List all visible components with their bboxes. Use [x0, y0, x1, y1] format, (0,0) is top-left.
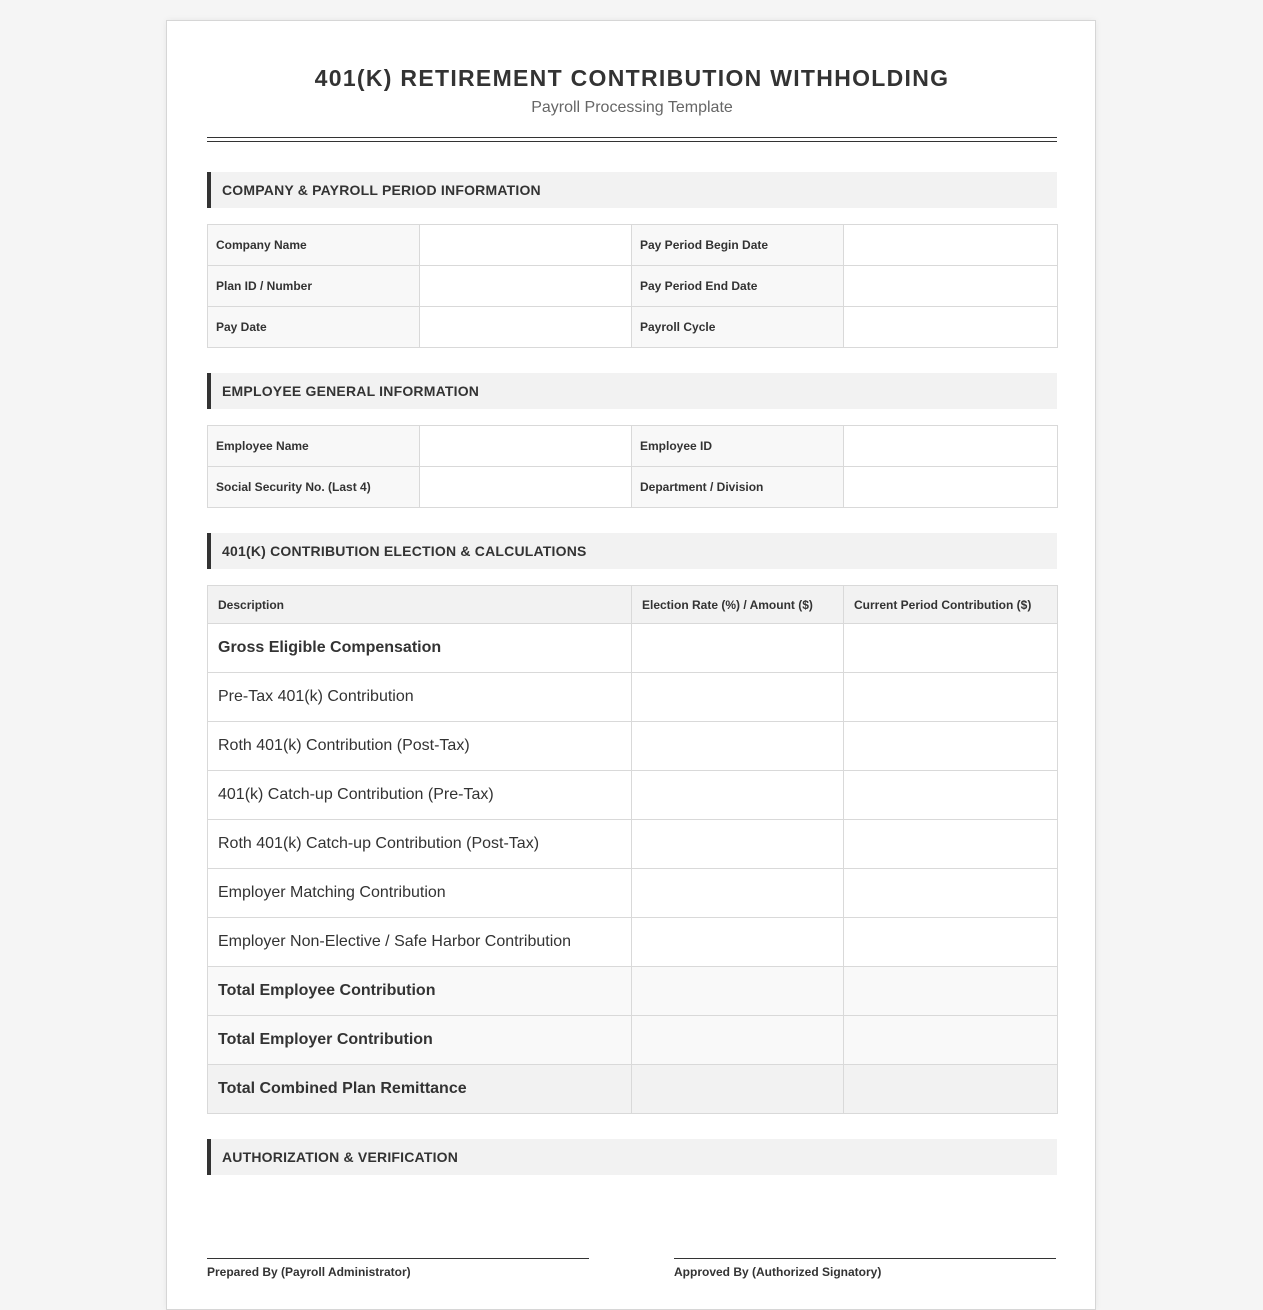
- table-row: [208, 820, 1058, 869]
- column-header-election-rate: Election Rate (%) / Amount ($): [632, 586, 844, 624]
- document-page: [166, 20, 1096, 1310]
- section-heading-employee: EMPLOYEE GENERAL INFORMATION: [207, 373, 1057, 409]
- row-description: 401(k) Catch-up Contribution (Pre-Tax): [208, 771, 632, 820]
- table-row: [208, 869, 1058, 918]
- table-row: [208, 918, 1058, 967]
- ssn-last4-field[interactable]: [420, 467, 632, 508]
- approved-by-signature: [674, 1258, 1056, 1279]
- signature-label: Prepared By (Payroll Administrator): [207, 1265, 411, 1279]
- election-rate-cell[interactable]: [632, 1016, 844, 1065]
- table-row: [208, 467, 1058, 508]
- election-rate-cell[interactable]: [632, 624, 844, 673]
- election-rate-cell[interactable]: [632, 918, 844, 967]
- section-heading-contributions: 401(K) CONTRIBUTION ELECTION & CALCULATIONS: [207, 533, 1057, 569]
- row-description: Total Employee Contribution: [208, 967, 632, 1016]
- field-label: Payroll Cycle: [632, 307, 844, 348]
- contribution-amount-cell[interactable]: [844, 771, 1058, 820]
- election-rate-cell[interactable]: [632, 673, 844, 722]
- document-title: 401(K) RETIREMENT CONTRIBUTION WITHHOLDING: [314, 65, 950, 91]
- signature-label: Approved By (Authorized Signatory): [674, 1265, 882, 1279]
- election-rate-cell[interactable]: [632, 771, 844, 820]
- row-description: Total Employer Contribution: [208, 1016, 632, 1065]
- table-row-total: [208, 967, 1058, 1016]
- title-divider: [207, 137, 1057, 142]
- prepared-by-signature: [207, 1258, 589, 1279]
- pay-period-begin-field[interactable]: [844, 225, 1058, 266]
- field-label: Social Security No. (Last 4): [208, 467, 420, 508]
- field-label: Plan ID / Number: [208, 266, 420, 307]
- field-label: Pay Period End Date: [632, 266, 844, 307]
- row-description: Roth 401(k) Catch-up Contribution (Post-Tax): [208, 820, 632, 869]
- employee-id-field[interactable]: [844, 426, 1058, 467]
- section-heading-authorization: AUTHORIZATION & VERIFICATION: [207, 1139, 1057, 1175]
- document-subtitle: Payroll Processing Template: [531, 99, 733, 116]
- field-label: Company Name: [208, 225, 420, 266]
- department-field[interactable]: [844, 467, 1058, 508]
- table-row-total: [208, 1016, 1058, 1065]
- field-label: Employee Name: [208, 426, 420, 467]
- contribution-amount-cell[interactable]: [844, 869, 1058, 918]
- table-header-row: [208, 586, 1058, 624]
- contribution-amount-cell[interactable]: [844, 673, 1058, 722]
- signature-line[interactable]: [674, 1258, 1056, 1259]
- row-description: Roth 401(k) Contribution (Post-Tax): [208, 722, 632, 771]
- employee-info-table: [207, 425, 1058, 508]
- field-label: Pay Period Begin Date: [632, 225, 844, 266]
- contribution-amount-cell[interactable]: [844, 624, 1058, 673]
- column-header-current-contribution: Current Period Contribution ($): [844, 586, 1058, 624]
- election-rate-cell[interactable]: [632, 820, 844, 869]
- row-description: Employer Matching Contribution: [208, 869, 632, 918]
- payroll-cycle-field[interactable]: [844, 307, 1058, 348]
- election-rate-cell[interactable]: [632, 967, 844, 1016]
- table-row: [208, 722, 1058, 771]
- pay-period-end-field[interactable]: [844, 266, 1058, 307]
- election-rate-cell[interactable]: [632, 869, 844, 918]
- contribution-amount-cell[interactable]: [844, 967, 1058, 1016]
- company-name-field[interactable]: [420, 225, 632, 266]
- section-heading-company: COMPANY & PAYROLL PERIOD INFORMATION: [207, 172, 1057, 208]
- table-row: [208, 426, 1058, 467]
- field-label: Employee ID: [632, 426, 844, 467]
- contribution-amount-cell[interactable]: [844, 1016, 1058, 1065]
- employee-name-field[interactable]: [420, 426, 632, 467]
- field-label: Department / Division: [632, 467, 844, 508]
- election-rate-cell[interactable]: [632, 1065, 844, 1114]
- contribution-table: [207, 585, 1058, 1114]
- row-description: Employer Non-Elective / Safe Harbor Contribution: [208, 918, 632, 967]
- contribution-amount-cell[interactable]: [844, 722, 1058, 771]
- table-row: [208, 307, 1058, 348]
- contribution-amount-cell[interactable]: [844, 918, 1058, 967]
- pay-date-field[interactable]: [420, 307, 632, 348]
- column-header-description: Description: [208, 586, 632, 624]
- plan-id-field[interactable]: [420, 266, 632, 307]
- table-row-grand-total: [208, 1065, 1058, 1114]
- row-description: Pre-Tax 401(k) Contribution: [208, 673, 632, 722]
- table-row: [208, 266, 1058, 307]
- company-info-table: [207, 224, 1058, 348]
- table-row: [208, 771, 1058, 820]
- row-description: Gross Eligible Compensation: [208, 624, 632, 673]
- table-row: [208, 624, 1058, 673]
- field-label: Pay Date: [208, 307, 420, 348]
- table-row: [208, 673, 1058, 722]
- table-row: [208, 225, 1058, 266]
- contribution-amount-cell[interactable]: [844, 1065, 1058, 1114]
- row-description: Total Combined Plan Remittance: [208, 1065, 632, 1114]
- election-rate-cell[interactable]: [632, 722, 844, 771]
- contribution-amount-cell[interactable]: [844, 820, 1058, 869]
- document-body: [207, 21, 1057, 1175]
- signature-line[interactable]: [207, 1258, 589, 1259]
